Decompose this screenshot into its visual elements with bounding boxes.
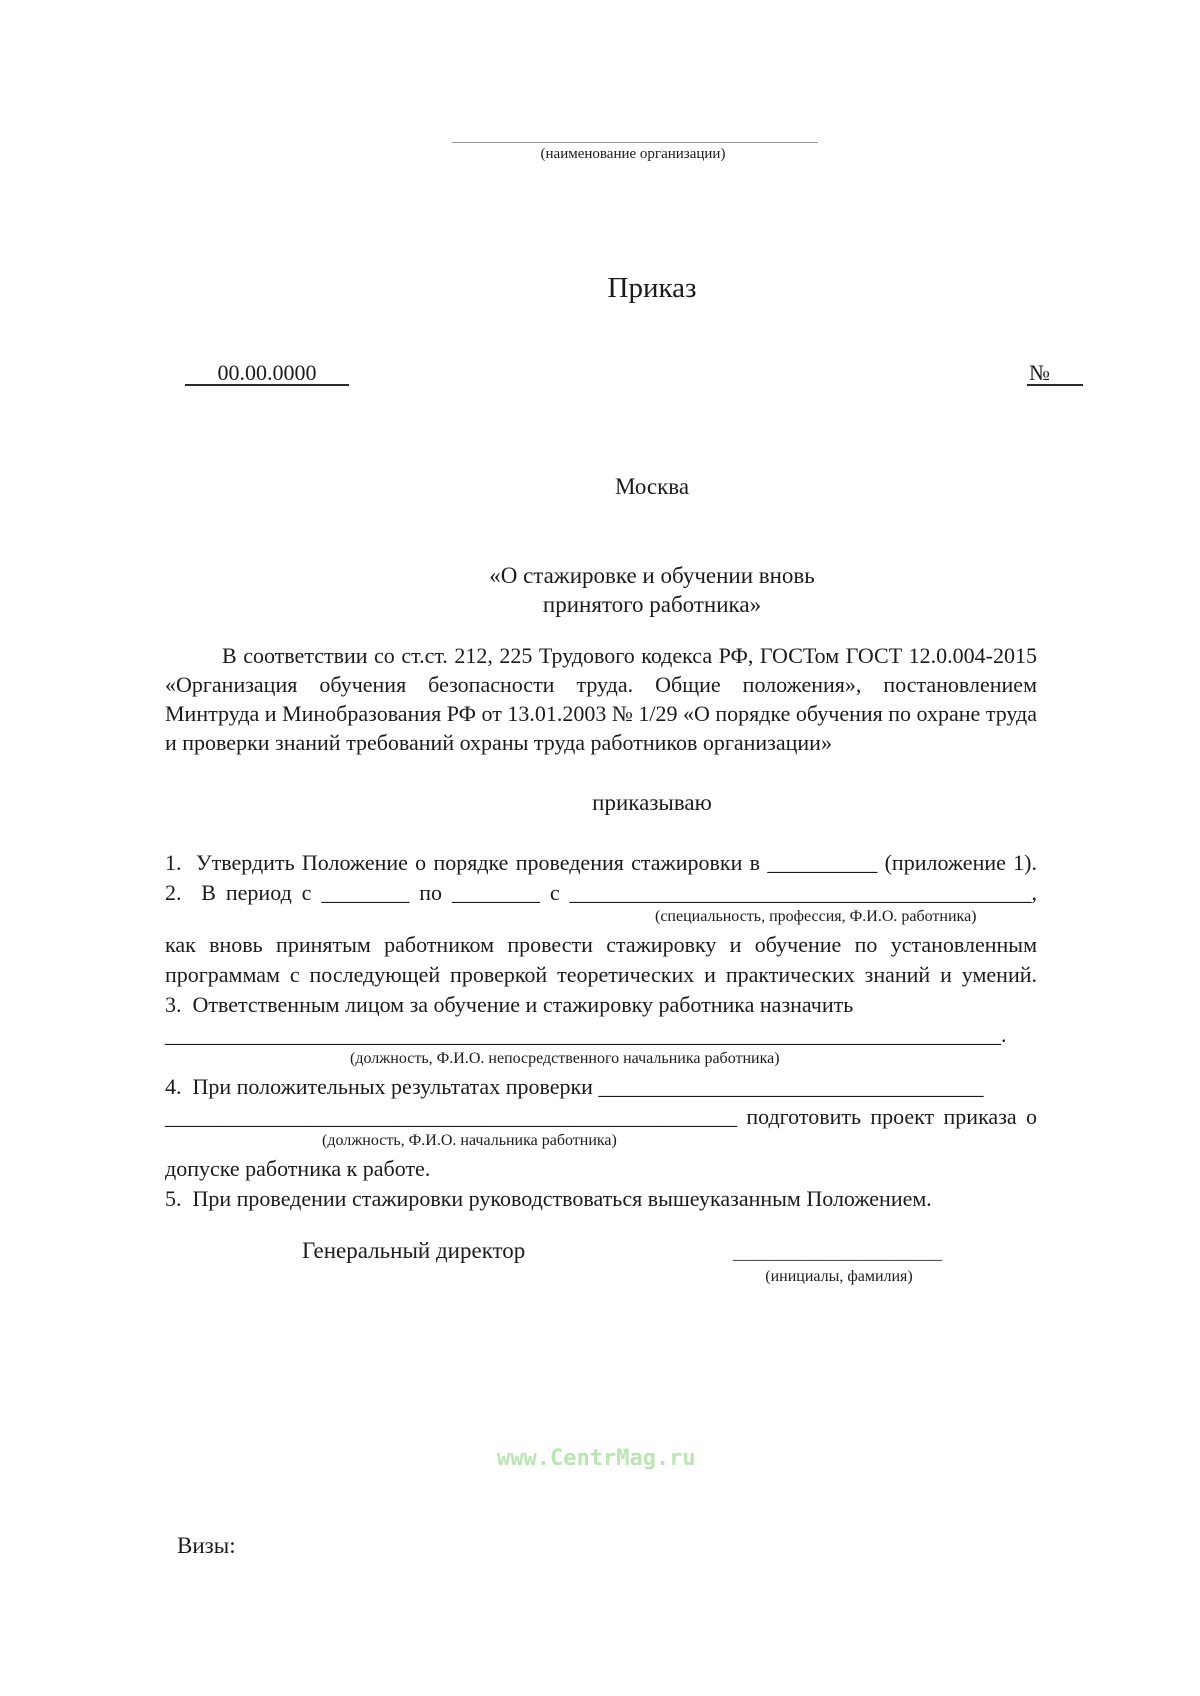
subject-line-2: принятого работника» [542,592,762,617]
order-items-list [165,848,1037,1214]
item-4-continuation: допуске работника к работе. [165,1156,431,1181]
item-3: 3. Ответственным лицом за обучение и стажировку работника назначить [165,992,854,1017]
subject-line-1: «О стажировке и обучении вновь [489,563,815,588]
item-3-blank-line[interactable]: ____________________________________________________________________________. [165,1022,1007,1047]
order-subject [104,561,1200,619]
organization-name-blank[interactable] [452,124,818,143]
city-line: Москва [614,474,690,499]
item-2-line: 2. В период с ________ по ________ с __________________________________________, [165,880,1037,905]
signature-caption: (инициалы, фамилия) [765,1268,913,1285]
number-sign: № [1029,360,1050,385]
organization-name-caption: (наименование организации) [540,146,726,162]
document-title: Приказ [607,272,697,304]
date-value: 00.00.0000 [217,360,317,385]
item-4-blank-caption: (должность, Ф.И.О. начальника работника) [322,1132,617,1149]
signature-blank[interactable]: ___________________ [733,1238,942,1263]
item-2-continuation-2: программам с последующей проверкой теоретических и практических знаний и умений. [165,962,1037,987]
order-number-field[interactable] [1027,352,1083,386]
visas-label: Визы: [177,1533,236,1558]
watermark-url: www.CentrMag.ru [497,1446,696,1471]
item-4-line-2: ____________________________________________________ подготовить проект приказа о [165,1104,1037,1129]
item-5: 5. При проведении стажировки руководствоваться вышеуказанным Положением. [165,1186,932,1211]
decree-word: приказываю [592,790,712,815]
item-1: 1. Утвердить Положение о порядке проведения стажировки в __________ (приложение 1). [165,850,1037,875]
signatory-position: Генеральный директор [302,1238,526,1263]
item-2-blank-caption: (специальность, профессия, Ф.И.О. работника) [655,908,977,925]
date-field[interactable] [185,352,349,386]
item-3-blank-caption: (должность, Ф.И.О. непосредственного начальника работника) [350,1050,780,1067]
item-4-line-1: 4. При положительных результатах проверки ___________________________________ [165,1074,984,1099]
item-2-continuation-1: как вновь принятым работником провести стажировку и обучение по установленным [165,932,1037,957]
preamble-paragraph: В соответствии со ст.ст. 212, 225 Трудового кодекса РФ, ГОСТом ГОСТ 12.0.004-2015 «Организация обучения безопасности труда. Общие положения», постановлением Минтруда и Минобразования РФ от 13.01.2003 № 1/29 «О порядке обучения по охране труда и проверки знаний требований охраны труда работников организации» [165,643,1037,755]
